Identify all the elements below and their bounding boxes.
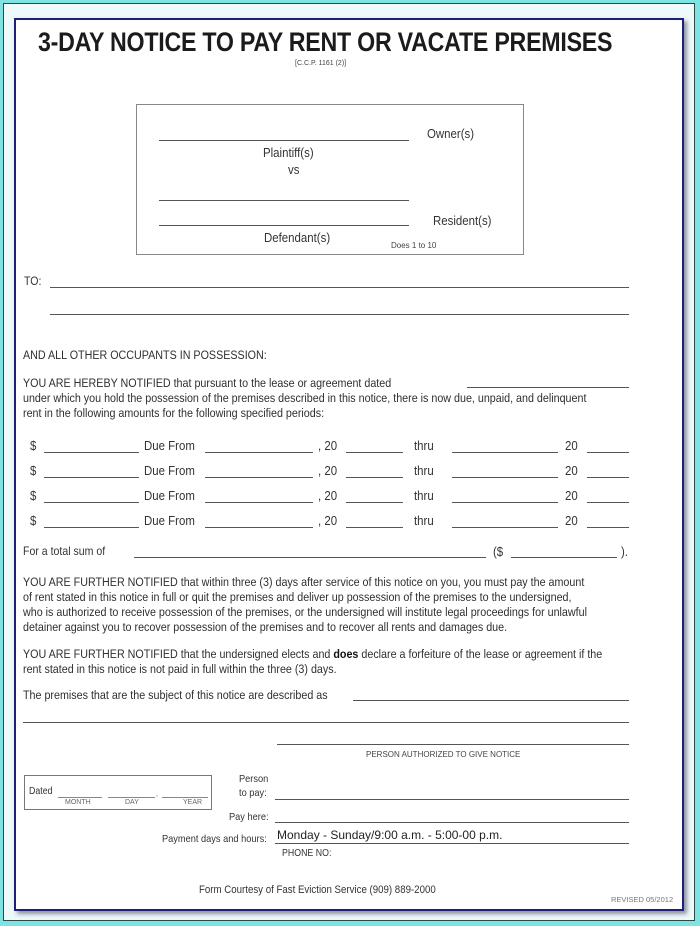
further-notice-1-line-2: of rent stated in this notice in full or quit the premises and deliver up possession of the premises to the undersigned,	[23, 590, 572, 604]
courtesy-footer: Form Courtesy of Fast Eviction Service (909) 889-2000	[199, 884, 436, 896]
rent-start-year-field[interactable]	[346, 477, 403, 478]
total-amount-open: ($	[493, 544, 504, 559]
rent-row-end-year-prefix: 20	[565, 463, 578, 478]
rent-end-date-field[interactable]	[452, 502, 558, 503]
rent-end-date-field[interactable]	[452, 477, 558, 478]
further-notice-2-after: declare a forfeiture of the lease or agreement if the	[358, 647, 603, 661]
rent-row-due-from: Due From	[144, 488, 195, 503]
pay-here-field[interactable]	[275, 822, 629, 823]
form-title: 3-DAY NOTICE TO PAY RENT OR VACATE PREMISES	[38, 27, 613, 57]
rent-start-date-field[interactable]	[205, 527, 313, 528]
rent-start-date-field[interactable]	[205, 452, 313, 453]
total-amount-close: ).	[621, 544, 628, 559]
rent-amount-field[interactable]	[44, 452, 139, 453]
rent-row-thru: thru	[414, 488, 434, 503]
rent-row-end-year-prefix: 20	[565, 438, 578, 453]
further-notice-2-line-2: rent stated in this notice is not paid in full within the three (3) days.	[23, 662, 337, 676]
dated-month-field[interactable]	[58, 797, 102, 798]
payment-hours-value[interactable]: Monday - Sunday/9:00 a.m. - 5:00-00 p.m.	[277, 828, 503, 842]
rent-row-due-from: Due From	[144, 513, 195, 528]
rent-start-date-field[interactable]	[205, 477, 313, 478]
person-to-pay-label-1: Person	[239, 773, 269, 785]
payment-hours-field[interactable]	[275, 843, 629, 844]
rent-end-date-field[interactable]	[452, 527, 558, 528]
rent-row-thru: thru	[414, 438, 434, 453]
code-reference: [C.C.P. 1161 (2)]	[295, 60, 347, 67]
defendant-field-2[interactable]	[159, 225, 409, 226]
defendant-field-1[interactable]	[159, 200, 409, 201]
person-to-pay-label-2: to pay:	[239, 787, 267, 799]
rent-row-currency: $	[30, 463, 37, 478]
further-notice-1-line-3: who is authorized to receive possession of the premises, or the undersigned will institute legal proceedings for unlawful	[23, 605, 587, 619]
signature-field[interactable]	[277, 744, 629, 745]
total-words-field[interactable]	[134, 557, 486, 558]
signature-label: PERSON AUTHORIZED TO GIVE NOTICE	[366, 750, 521, 759]
total-amount-field[interactable]	[511, 557, 617, 558]
rent-row-currency: $	[30, 513, 37, 528]
dated-year-caption: YEAR	[183, 799, 203, 806]
notice-line-1: YOU ARE HEREBY NOTIFIED that pursuant to the lease or agreement dated	[23, 376, 392, 390]
rent-row-end-year-prefix: 20	[565, 488, 578, 503]
rent-amount-field[interactable]	[44, 477, 139, 478]
dated-year-field[interactable]	[162, 797, 208, 798]
notice-paragraph	[23, 376, 639, 421]
versus-label: vs	[288, 162, 300, 177]
case-caption-box	[136, 104, 524, 255]
rent-end-year-field[interactable]	[587, 477, 629, 478]
person-to-pay-field[interactable]	[275, 799, 629, 800]
rent-row-end-year-prefix: 20	[565, 513, 578, 528]
dated-day-caption: DAY	[125, 799, 139, 806]
notice-line-2: under which you hold the possession of the premises described in this notice, there is now due, unpaid, and delinquent	[23, 391, 587, 405]
owner-label: Owner(s)	[427, 126, 475, 141]
pay-here-label: Pay here:	[229, 811, 269, 823]
payment-hours-label: Payment days and hours:	[162, 833, 267, 845]
to-field-line-2[interactable]	[50, 314, 629, 315]
to-field-line-1[interactable]	[50, 287, 629, 288]
total-label: For a total sum of	[23, 544, 106, 558]
rent-end-year-field[interactable]	[587, 452, 629, 453]
revised-date: REVISED 05/2012	[611, 895, 674, 904]
further-notice-1	[23, 575, 639, 635]
rent-row-due-from: Due From	[144, 463, 195, 478]
rent-row-due-from: Due From	[144, 438, 195, 453]
rent-row-year-prefix: , 20	[318, 513, 338, 528]
further-notice-2	[23, 647, 639, 677]
premises-field-2[interactable]	[23, 722, 629, 723]
rent-row-thru: thru	[414, 463, 434, 478]
notice-form-page	[14, 18, 684, 911]
rent-start-year-field[interactable]	[346, 452, 403, 453]
further-notice-1-line-1: YOU ARE FURTHER NOTIFIED that within three (3) days after service of this notice on you, you must pay the amount	[23, 575, 585, 589]
rent-start-date-field[interactable]	[205, 502, 313, 503]
dated-month-caption: MONTH	[65, 799, 91, 806]
rent-start-year-field[interactable]	[346, 502, 403, 503]
phone-label: PHONE NO:	[282, 848, 332, 859]
dated-separator: ,	[156, 791, 158, 798]
rent-row-thru: thru	[414, 513, 434, 528]
premises-label: The premises that are the subject of this notice are described as	[23, 688, 328, 702]
lease-date-field[interactable]	[467, 387, 629, 388]
plaintiff-label: Plaintiff(s)	[263, 145, 314, 160]
plaintiff-field[interactable]	[159, 140, 409, 141]
rent-row-year-prefix: , 20	[318, 463, 338, 478]
rent-end-year-field[interactable]	[587, 502, 629, 503]
further-notice-2-before: YOU ARE FURTHER NOTIFIED that the undersigned elects and	[23, 647, 334, 661]
occupants-heading: AND ALL OTHER OCCUPANTS IN POSSESSION:	[23, 348, 267, 362]
rent-row-currency: $	[30, 438, 37, 453]
rent-start-year-field[interactable]	[346, 527, 403, 528]
to-label: TO:	[24, 274, 42, 288]
rent-row-year-prefix: , 20	[318, 438, 338, 453]
dated-box	[24, 775, 212, 810]
rent-row-currency: $	[30, 488, 37, 503]
rent-row-year-prefix: , 20	[318, 488, 338, 503]
rent-amount-field[interactable]	[44, 527, 139, 528]
does-note: Does 1 to 10	[391, 241, 437, 250]
further-notice-2-bold: does	[333, 647, 359, 661]
rent-amount-field[interactable]	[44, 502, 139, 503]
notice-line-3: rent in the following amounts for the following specified periods:	[23, 406, 325, 420]
dated-label: Dated	[29, 786, 53, 797]
resident-label: Resident(s)	[433, 213, 492, 228]
dated-day-field[interactable]	[108, 797, 155, 798]
rent-end-year-field[interactable]	[587, 527, 629, 528]
defendant-label: Defendant(s)	[264, 230, 331, 245]
rent-end-date-field[interactable]	[452, 452, 558, 453]
further-notice-1-line-4: detainer against you to recover possession of the premises and to recover all rents and damages due.	[23, 620, 508, 634]
premises-field-1[interactable]	[353, 700, 629, 701]
